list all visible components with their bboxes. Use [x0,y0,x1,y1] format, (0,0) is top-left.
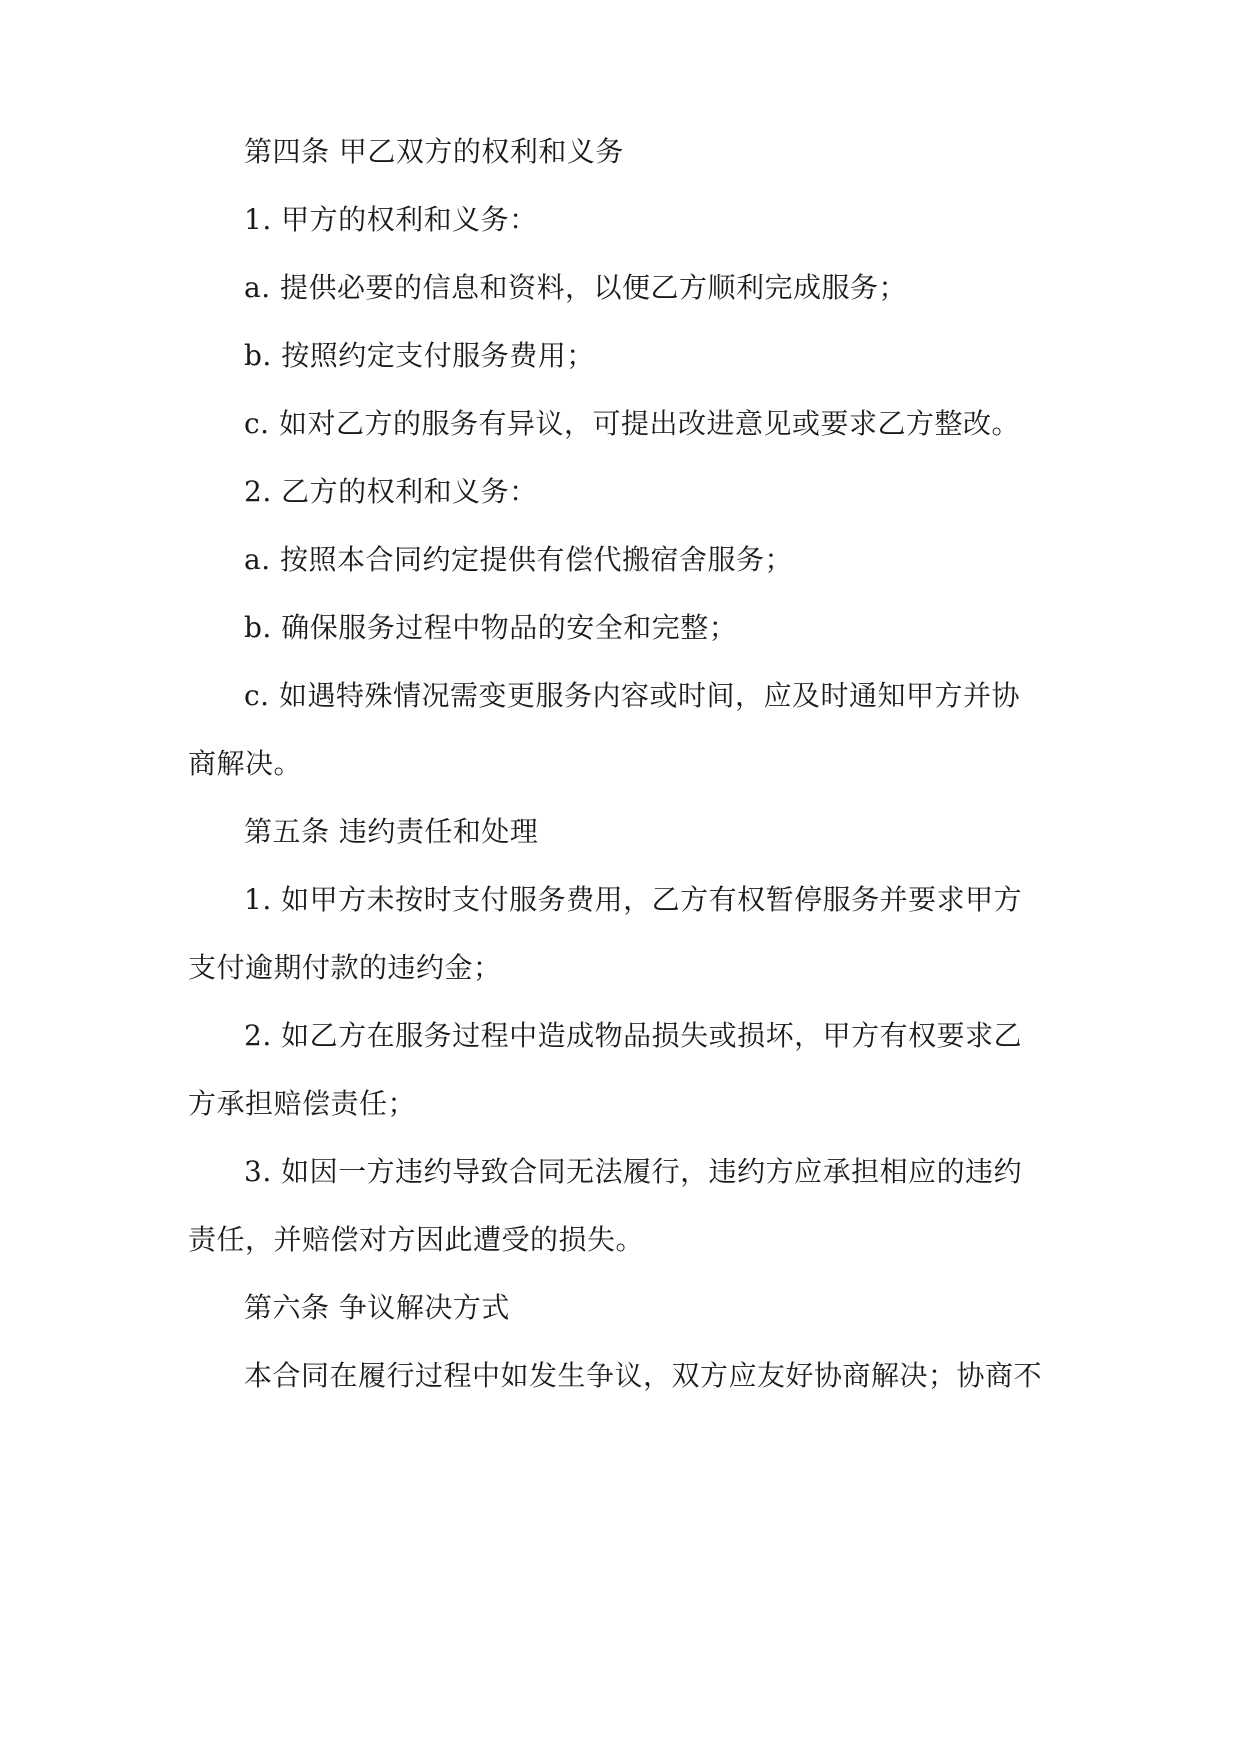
section-heading-article-5: 第五条 违约责任和处理 [244,815,539,848]
clause-item-continuation: 责任，并赔偿对方因此遭受的损失。 [188,1223,645,1256]
section-heading-article-4: 第四条 甲乙双方的权利和义务 [244,135,624,168]
clause-item: 2. 如乙方在服务过程中造成物品损失或损坏，甲方有权要求乙 [244,1019,1023,1052]
clause-item: b. 按照约定支付服务费用； [244,339,595,372]
clause-item: c. 如对乙方的服务有异议，可提出改进意见或要求乙方整改。 [244,407,1020,440]
clause-item: c. 如遇特殊情况需变更服务内容或时间，应及时通知甲方并协 [244,679,1020,712]
section-heading-article-6: 第六条 争议解决方式 [244,1291,510,1324]
clause-party-a-heading: 1. 甲方的权利和义务： [244,203,538,236]
clause-item: b. 确保服务过程中物品的安全和完整； [244,611,738,644]
clause-item-continuation: 商解决。 [188,747,303,780]
clause-item-continuation: 支付逾期付款的违约金； [188,951,502,984]
clause-item: a. 提供必要的信息和资料，以便乙方顺利完成服务； [244,271,907,304]
clause-item: 1. 如甲方未按时支付服务费用，乙方有权暂停服务并要求甲方 [244,883,1023,916]
clause-party-b-heading: 2. 乙方的权利和义务： [244,475,538,508]
clause-item: 3. 如因一方违约导致合同无法履行，违约方应承担相应的违约 [244,1155,1023,1188]
clause-item-continuation: 方承担赔偿责任； [188,1087,417,1120]
paragraph-text: 本合同在履行过程中如发生争议，双方应友好协商解决；协商不 [244,1359,1043,1392]
clause-item: a. 按照本合同约定提供有偿代搬宿舍服务； [244,543,793,576]
